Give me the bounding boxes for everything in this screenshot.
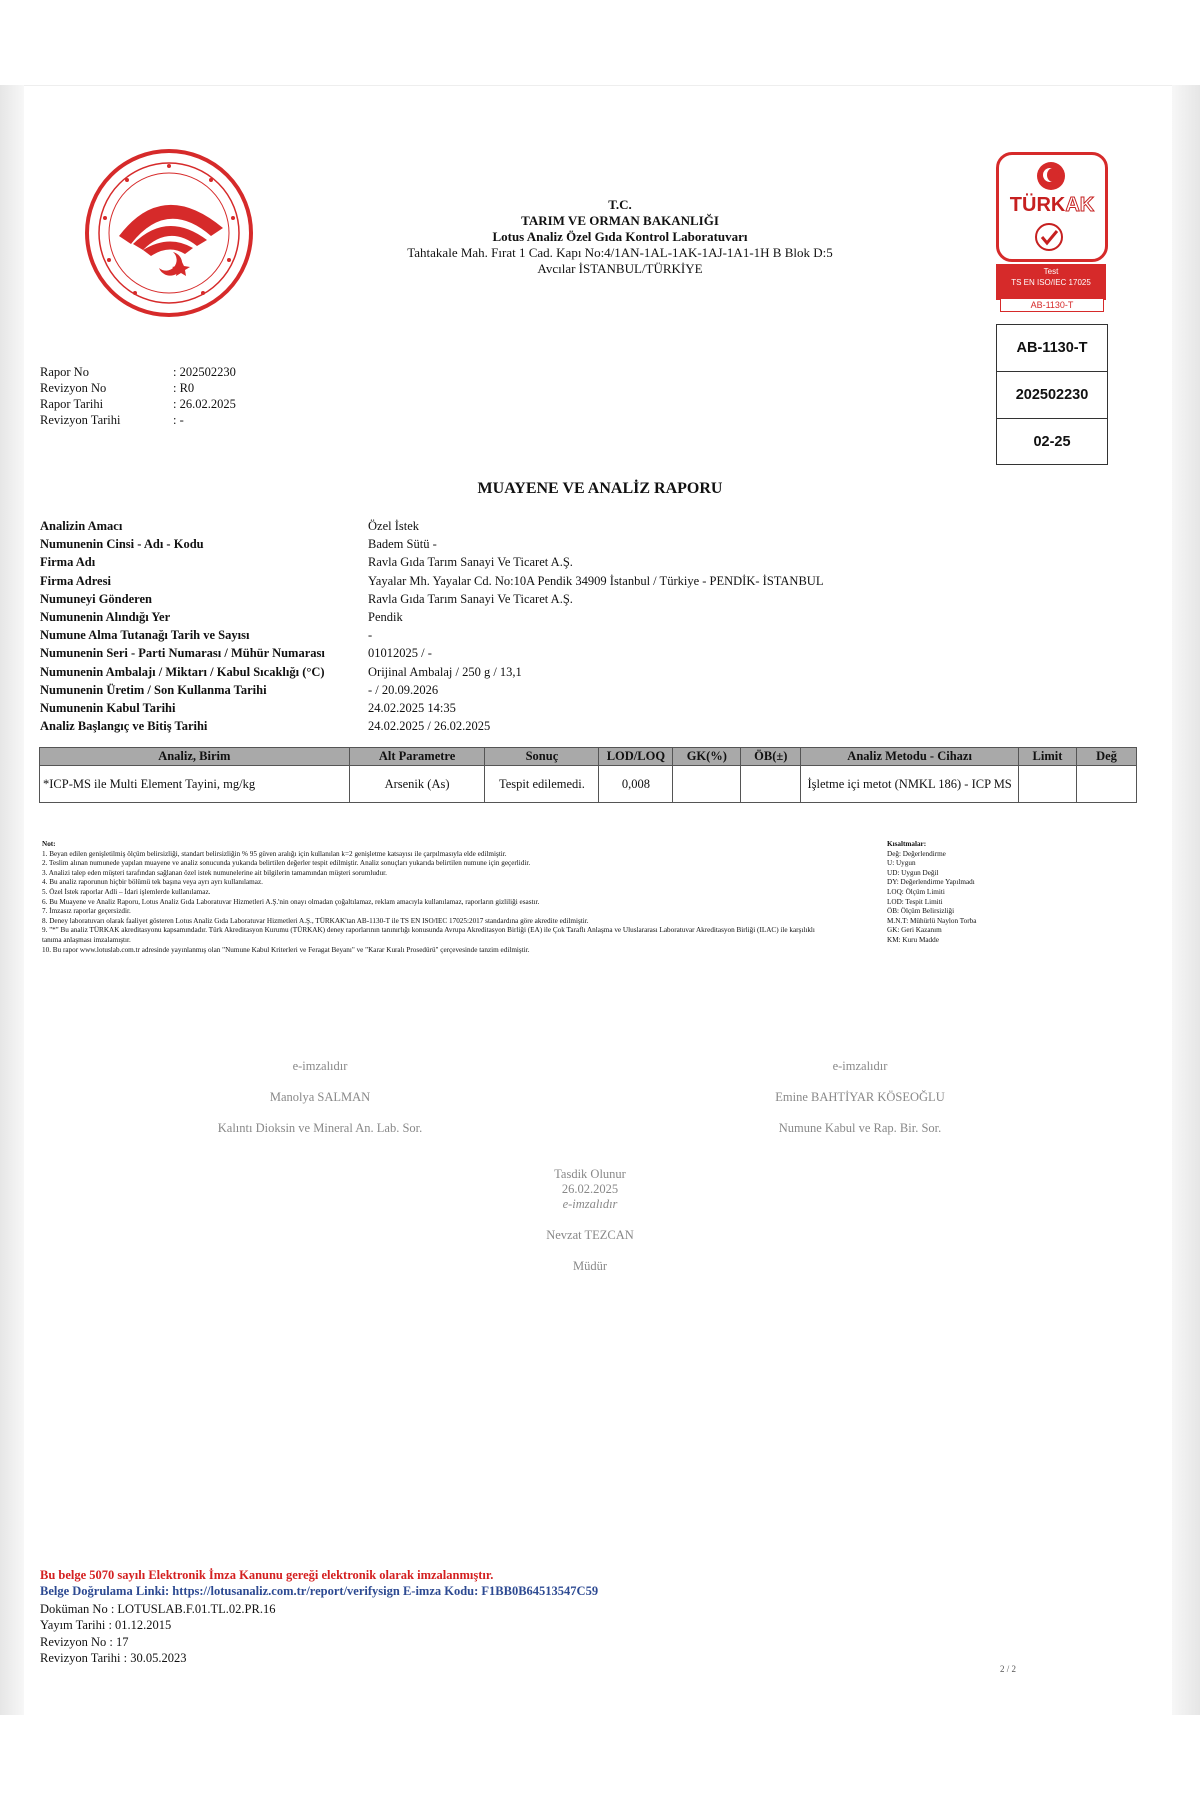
report-month-code: 02-25 [1033, 434, 1071, 450]
info-value: 24.02.2025 14:35 [368, 701, 456, 716]
info-value: Ravla Gıda Tarım Sanayi Ve Ticaret A.Ş. [368, 555, 573, 570]
note-item: 7. İmzasız raporlar geçersizdir. [42, 907, 131, 916]
abbreviation-item: Değ: Değerlendirme [887, 849, 946, 858]
info-row [40, 663, 823, 681]
header-address-line2: Avcılar İSTANBUL/TÜRKİYE [537, 261, 703, 276]
column-header: ÖB(±) [741, 748, 801, 766]
info-value: Orijinal Ambalaj / 250 g / 13,1 [368, 664, 522, 679]
note-item: 2. Teslim alınan numunede yapılan muayene ve analiz sonucunda yukarıda belirtilen değerler tespit edilmiştir. Analiz sonuçları yukarıda belirtilen numune için geçerlidir. [42, 859, 531, 868]
report-meta-row [40, 364, 236, 380]
header-lab-name: Lotus Analiz Özel Gıda Kontrol Laboratuvarı [492, 229, 748, 244]
info-row [40, 681, 823, 699]
info-value: Badem Sütü - [368, 537, 437, 552]
document-info-line: Revizyon No : 17 [40, 1634, 129, 1649]
abbreviation-item: DY: Değerlendirme Yapılmadı [887, 878, 975, 887]
note-item: 6. Bu Muayene ve Analiz Raporu, Lotus Analiz Gıda Laboratuvar Hizmetleri A.Ş.'nin onayı olmadan çoğaltılamaz, reklam amacıyla kullanılamaz, raporların gizliliği esastır. [42, 897, 540, 906]
column-header: Sonuç [485, 748, 599, 766]
document-info-line: Yayım Tarihi : 01.12.2015 [40, 1618, 172, 1633]
table-cell [1019, 766, 1077, 803]
info-label: Numune Alma Tutanağı Tarih ve Sayısı [40, 628, 250, 643]
sample-info [40, 517, 823, 735]
turkak-standard-label: TS EN ISO/IEC 17025 [1011, 278, 1091, 287]
info-row [40, 517, 823, 535]
note-item: 1. Beyan edilen genişletilmiş ölçüm belirsizliği, standart belirsizliğin % 95 güven aralığı için kullanılan k=2 genişletme katsayısı ile çarpılmasıyla elde edilmiştir. [42, 849, 507, 858]
note-item: 5. Özel İstek raporlar Adli – İdari işlemlerde kullanılamaz. [42, 887, 211, 896]
signature-role: Kalıntı Dioksin ve Mineral An. Lab. Sor. [217, 1121, 423, 1135]
accreditation-code: AB-1130-T [997, 325, 1107, 372]
table-cell: 0,008 [599, 766, 673, 803]
report-code-box [996, 324, 1108, 465]
signature-role: Müdür [572, 1259, 608, 1273]
meta-value: : 26.02.2025 [173, 397, 236, 411]
turkak-crescent-icon [1037, 162, 1065, 190]
table-cell [1076, 766, 1136, 803]
turkak-accreditation-logo [996, 152, 1106, 310]
table-header-row [40, 748, 1137, 766]
table-cell: Tespit edilemedi. [485, 766, 599, 803]
turkak-test-label: Test [1043, 267, 1059, 276]
note-item: 4. Bu analiz raporunun hiçbir bölümü tek başına veya ayrı ayrı kullanılamaz. [42, 878, 263, 887]
turkak-check-icon [1034, 222, 1064, 252]
table-cell: *ICP-MS ile Multi Element Tayini, mg/kg [40, 766, 350, 803]
turkak-code-label: AB-1130-T [1000, 298, 1104, 312]
info-row [40, 535, 823, 553]
info-label: Firma Adı [40, 555, 96, 570]
note-item: 3. Analizi talep eden müşteri tarafından sağlanan özel istek numunelerine ait bilgilerin tamamından müşteri sorumludur. [42, 868, 387, 877]
info-value: 24.02.2025 / 26.02.2025 [368, 719, 491, 734]
info-label: Numunenin Cinsi - Adı - Kodu [40, 537, 204, 552]
document-info-line: Revizyon Tarihi : 30.05.2023 [40, 1651, 187, 1666]
turkak-brand-red: AK [1065, 194, 1095, 216]
info-row [40, 608, 823, 626]
notes-block [42, 840, 832, 955]
header-ministry: TARIM VE ORMAN BAKANLIĞI [521, 213, 719, 228]
meta-value: : 202502230 [173, 365, 236, 379]
info-label: Numunenin Üretim / Son Kullanma Tarihi [40, 682, 267, 697]
meta-value: : - [173, 413, 184, 427]
info-row [40, 572, 823, 590]
column-header: Alt Parametre [349, 748, 485, 766]
note-item: 8. Deney laboratuvarı olarak faaliyet gösteren Lotus Analiz Gıda Laboratuvar Hizmetleri A.Ş., TÜRKAK'tan AB-1130-T ile TS EN ISO/IEC 17025:2017 standardına göre akredite edilmiştir. [42, 916, 589, 925]
info-label: Numunenin Alındığı Yer [40, 610, 171, 625]
info-value: Pendik [368, 610, 403, 625]
column-header: LOD/LOQ [599, 748, 673, 766]
abbreviation-item: KM: Kuru Madde [887, 935, 939, 944]
abbreviation-item: UD: Uygun Değil [887, 868, 939, 877]
info-value: 01012025 / - [368, 646, 432, 661]
info-label: Firma Adresi [40, 573, 111, 588]
signature-name: Manolya SALMAN [269, 1090, 371, 1104]
report-number-code: 202502230 [997, 372, 1107, 419]
approval-date: 26.02.2025 [561, 1182, 619, 1196]
info-label: Analiz Başlangıç ve Bitiş Tarihi [40, 719, 208, 734]
column-header: Değ [1076, 748, 1136, 766]
results-table [39, 747, 1137, 803]
page-right-shadow [1172, 85, 1200, 1715]
table-cell: Arsenik (As) [349, 766, 485, 803]
column-header: Limit [1019, 748, 1077, 766]
info-value: Özel İstek [368, 519, 420, 533]
e-signature-legal-notice: Bu belge 5070 sayılı Elektronik İmza Kanunu gereği elektronik olarak imzalanmıştır. [40, 1568, 494, 1582]
signature-role: Numune Kabul ve Rap. Bir. Sor. [778, 1121, 942, 1135]
table-row [40, 766, 1137, 803]
signature-name: Nevzat TEZCAN [546, 1228, 634, 1242]
table-cell [673, 766, 741, 803]
info-label: Numunenin Seri - Parti Numarası / Mühür Numarası [40, 646, 325, 661]
info-row [40, 626, 823, 644]
page-top-edge [24, 85, 1172, 86]
column-header: Analiz Metodu - Cihazı [801, 748, 1019, 766]
document-info-line: Doküman No : LOTUSLAB.F.01.TL.02.PR.16 [40, 1602, 276, 1616]
verification-link[interactable]: Belge Doğrulama Linki: https://lotusanaliz.com.tr/report/verifysign E-imza Kodu: F1BB0B64513547C59 [40, 1584, 599, 1598]
signature-right [700, 1058, 1020, 1136]
signature-status: e-imzalıdır [832, 1059, 888, 1073]
info-row [40, 699, 823, 717]
abbreviation-item: LOQ: Ölçüm Limiti [887, 887, 945, 896]
abbreviation-item: U: Uygun [887, 859, 916, 868]
header-tc: T.C. [608, 197, 632, 212]
meta-label: Revizyon No [40, 381, 107, 395]
abbreviation-item: ÖB: Ölçüm Belirsizliği [887, 907, 955, 916]
table-cell [741, 766, 801, 803]
info-value: - / 20.09.2026 [368, 682, 439, 697]
signature-status: e-imzalıdır [562, 1197, 618, 1211]
header-address-line1: Tahtakale Mah. Fırat 1 Cad. Kapı No:4/1AN-1AL-1AK-1AJ-1A1-1H B Blok D:5 [407, 245, 833, 260]
info-row [40, 590, 823, 608]
abbreviation-item: GK: Geri Kazanım [887, 926, 942, 935]
report-title: MUAYENE VE ANALİZ RAPORU [477, 480, 723, 497]
turkak-brand-black: TÜRK [1009, 194, 1066, 216]
report-meta-row [40, 412, 236, 428]
info-value: Yayalar Mh. Yayalar Cd. No:10A Pendik 34909 İstanbul / Türkiye - PENDİK- İSTANBUL [368, 573, 824, 588]
info-label: Analizin Amacı [40, 519, 123, 533]
signature-center [440, 1167, 740, 1274]
page-number: 2 / 2 [1000, 1664, 1017, 1674]
column-header: GK(%) [673, 748, 741, 766]
info-row [40, 644, 823, 662]
info-label: Numunenin Kabul Tarihi [40, 701, 176, 716]
abbreviation-item: LOD: Tespit Limiti [887, 897, 943, 906]
lab-header [320, 197, 920, 277]
info-value: Ravla Gıda Tarım Sanayi Ve Ticaret A.Ş. [368, 591, 573, 606]
note-item: 10. Bu rapor www.lotuslab.com.tr adresinde yayınlanmış olan "Numune Kabul Kriterleri ve Feragat Beyanı" ve "Karar Kuralı Prosedürü" çerçevesinde tanzim edilmiştir. [42, 945, 530, 954]
meta-label: Rapor No [40, 365, 89, 379]
ministry-seal-logo [83, 148, 255, 318]
notes-title: Not: [42, 840, 56, 848]
column-header: Analiz, Birim [40, 748, 350, 766]
info-value: - [368, 628, 373, 643]
signature-status: e-imzalıdır [292, 1059, 348, 1073]
signature-name: Emine BAHTİYAR KÖSEOĞLU [775, 1090, 945, 1104]
meta-value: : R0 [173, 381, 195, 395]
report-meta-row [40, 396, 236, 412]
meta-label: Revizyon Tarihi [40, 413, 121, 427]
note-item: 9. "*" Bu analiz TÜRKAK akreditasyonu kapsamındadır. Türk Akreditasyon Kurumu (TÜRKAK) deney raporlarının tanınırlığı konusunda Avrupa Akreditasyon Birliği (EA) ile Çok Taraflı Anlaşma ve Uluslararası Laboratuvar Akreditasyon Birliği (ILAC) ile karşılıklı tanıma anlaşması imzalamıştır. [42, 926, 815, 944]
signature-left [160, 1058, 480, 1136]
meta-label: Rapor Tarihi [40, 397, 104, 411]
info-label: Numuneyi Gönderen [40, 591, 152, 606]
abbreviations-block [887, 840, 1087, 946]
info-label: Numunenin Ambalajı / Miktarı / Kabul Sıcaklığı (°C) [40, 664, 325, 679]
approval-label: Tasdik Olunur [554, 1167, 626, 1181]
report-meta-row [40, 380, 236, 396]
document-info [40, 1601, 275, 1667]
report-meta [40, 364, 236, 428]
info-row [40, 717, 823, 735]
info-row [40, 553, 823, 571]
page-left-shadow [0, 85, 24, 1715]
table-cell: İşletme içi metot (NMKL 186) - ICP MS [801, 766, 1019, 803]
abbreviation-item: M.N.T: Mühürlü Naylon Torba [887, 916, 977, 925]
abbreviations-title: Kısaltmalar: [887, 840, 927, 848]
